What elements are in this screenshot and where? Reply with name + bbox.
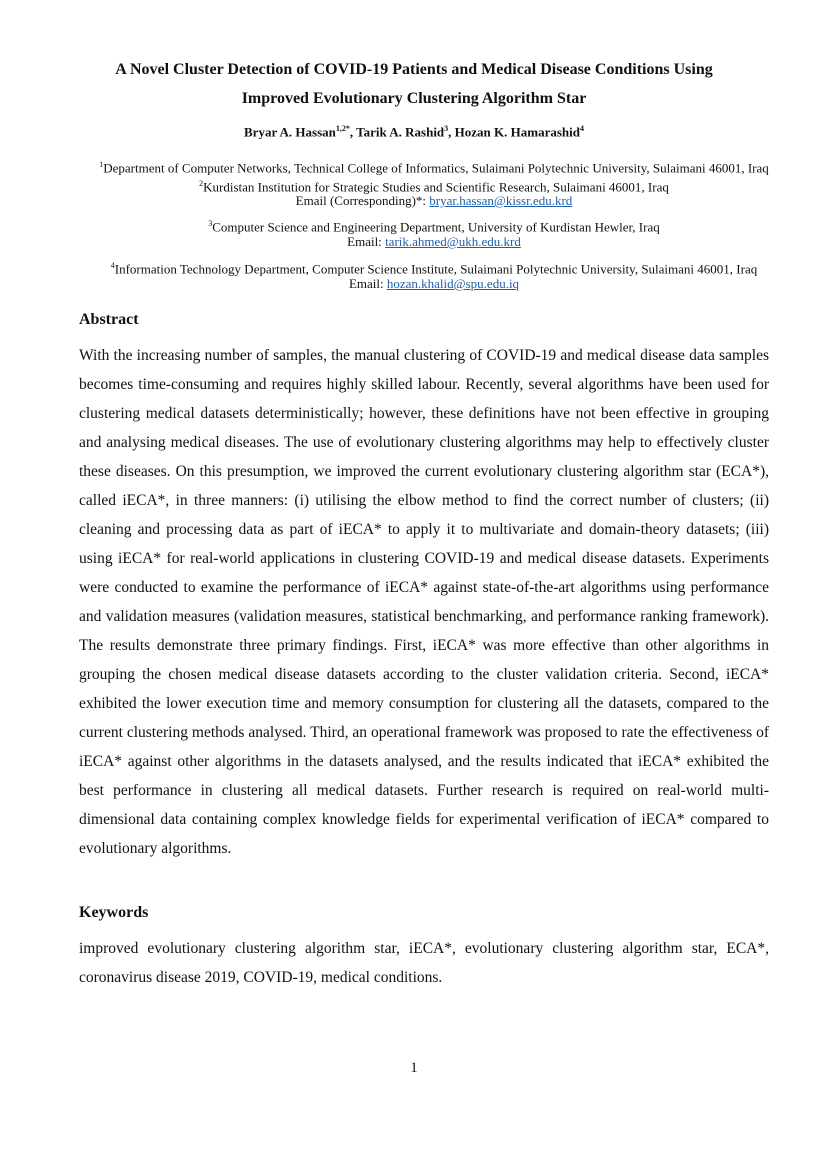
email-label: Email: xyxy=(348,276,387,291)
paper-title-line-2: Improved Evolutionary Clustering Algorithm Star xyxy=(241,90,587,107)
author-name: Hozan K. Hamarashid xyxy=(454,124,580,140)
affiliation-1 xyxy=(40,157,828,176)
affiliation-text: Computer Science and Engineering Department, University of Kurdistan Hewler, Iraq xyxy=(212,219,660,235)
abstract-heading: Abstract xyxy=(79,311,139,328)
corresponding-email-link[interactable]: bryar.hassan@kissr.edu.krd xyxy=(429,193,573,208)
author-3-email-link[interactable]: tarik.ahmed@ukh.edu.krd xyxy=(385,234,521,249)
affiliation-mark: 4 xyxy=(110,261,115,270)
affiliation-text: Department of Computer Networks, Technical College of Informatics, Sulaimani Polytechnic University, Sulaimani 46001, Iraq xyxy=(103,160,769,176)
author-affiliation-mark: 4 xyxy=(579,124,584,133)
abstract-body: With the increasing number of samples, the manual clustering of COVID-19 and medical disease data samples becomes time-consuming and requires highly skilled labour. Recently, several algorithms have been used for clustering medical datasets deterministically; however, these definitions have not been effective in grouping and analysing medical diseases. The use of evolutionary clustering algorithms may help to effectively cluster these diseases. On this presumption, we improved the current evolutionary clustering algorithm star (ECA*), called iECA*, in three manners: (i) utilising the elbow method to find the correct number of clusters; (ii) cleaning and processing data as part of iECA* to apply it to multivariate and domain-theory datasets; (iii) using iECA* for real-world applications in clustering COVID-19 and medical disease datasets. Experiments were conducted to examine the performance of iECA* against state-of-the-art algorithms using performance and validation measures (validation measures, statistical benchmarking, and performance ranking framework). The results demonstrate three primary findings. First, iECA* was more effective than other algorithms in grouping the chosen medical disease datasets according to the cluster validation criteria. Second, iECA* exhibited the lower execution time and memory consumption for clustering all the datasets, compared to the current clustering methods analysed. Third, an operational framework was proposed to rate the effectiveness of iECA* against other algorithms in the datasets analysed, and the results indicated that iECA* exhibited the best performance in clustering all medical datasets. Further research is required on real-world multi-dimensional data containing complex knowledge fields for experimental verification of iECA* compared to evolutionary algorithms. xyxy=(79,347,769,857)
affiliation-text: Kurdistan Institution for Strategic Studies and Scientific Research, Sulaimani 46001, Iraq xyxy=(203,179,669,195)
author-affiliation-mark: 3 xyxy=(444,124,449,133)
affiliation-mark: 1 xyxy=(99,160,104,169)
email-label: Email (Corresponding)*: xyxy=(295,193,430,208)
author-3-email-line xyxy=(40,234,828,250)
affiliation-mark: 3 xyxy=(208,219,213,228)
affiliation-mark: 2 xyxy=(199,179,204,188)
affiliation-3 xyxy=(40,216,828,235)
keywords-heading: Keywords xyxy=(79,904,149,921)
author-4-email-link[interactable]: hozan.khalid@spu.edu.iq xyxy=(386,276,520,291)
author-separator: , xyxy=(349,124,357,140)
paper-title-line-1: A Novel Cluster Detection of COVID-19 Patients and Medical Disease Conditions Using xyxy=(115,61,713,78)
author-list xyxy=(60,124,768,140)
email-label: Email: xyxy=(347,234,386,249)
affiliation-4 xyxy=(40,258,828,277)
keywords-body: improved evolutionary clustering algorithm star, iECA*, evolutionary clustering algorithm star, ECA*, coronavirus disease 2019, COVID-19, medical conditions. xyxy=(79,940,769,986)
author-separator: , xyxy=(448,124,455,140)
author-affiliation-mark: 1,2* xyxy=(335,124,350,133)
corresponding-email-line xyxy=(40,193,828,209)
author-name: Bryar A. Hassan xyxy=(244,124,336,140)
affiliation-text: Information Technology Department, Computer Science Institute, Sulaimani Polytechnic University, Sulaimani 46001, Iraq xyxy=(114,261,758,277)
author-name: Tarik A. Rashid xyxy=(356,124,445,140)
page-number: 1 xyxy=(410,1060,418,1076)
author-4-email-line xyxy=(40,276,828,292)
